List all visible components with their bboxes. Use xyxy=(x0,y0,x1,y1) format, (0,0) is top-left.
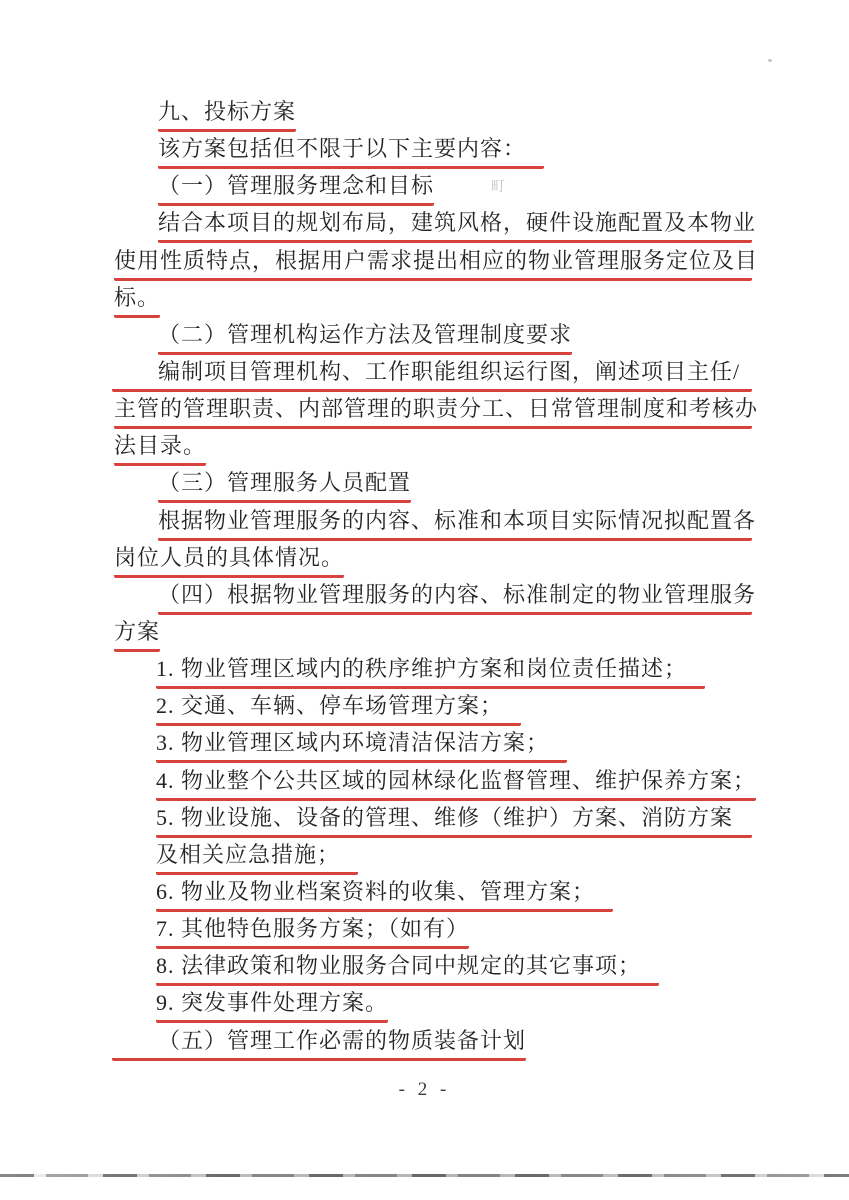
line-text: 2. 交通、车辆、停车场管理方案； xyxy=(156,691,521,726)
line-text: 9. 突发事件处理方案。 xyxy=(156,988,388,1023)
text-line xyxy=(0,97,849,134)
scan-smudge-mark: 町 xyxy=(491,180,505,195)
line-text: 该方案包括但不限于以下主要内容： xyxy=(158,134,544,169)
text-line xyxy=(0,803,849,840)
line-text: 8. 法律政策和物业服务合同中规定的其它事项； xyxy=(156,951,659,986)
text-line xyxy=(0,468,849,505)
text-line xyxy=(0,431,849,468)
line-text: （三）管理服务人员配置 xyxy=(158,468,411,503)
text-line xyxy=(0,394,849,431)
text-line xyxy=(0,951,849,988)
text-line xyxy=(0,320,849,357)
line-text: 主管的管理职责、内部管理的职责分工、日常管理制度和考核办 xyxy=(114,394,752,429)
text-line xyxy=(0,766,849,803)
text-line xyxy=(0,1026,849,1063)
text-line xyxy=(0,914,849,951)
scan-edge-artifact xyxy=(0,1174,849,1177)
line-text: （四）根据物业管理服务的内容、标准制定的物业管理服务 xyxy=(158,580,752,615)
line-text: 4. 物业整个公共区域的园林绿化监督管理、维护保养方案； xyxy=(156,766,756,801)
line-text: 方案 xyxy=(114,617,160,652)
line-text: 1. 物业管理区域内的秩序维护方案和岗位责任描述； xyxy=(156,654,705,689)
line-text: （一）管理服务理念和目标 xyxy=(158,171,434,206)
text-line xyxy=(0,840,849,877)
scan-speckle xyxy=(768,59,772,62)
text-line xyxy=(0,580,849,617)
line-text: 6. 物业及物业档案资料的收集、管理方案； xyxy=(156,877,613,912)
text-line xyxy=(0,691,849,728)
text-line xyxy=(0,171,849,208)
text-line xyxy=(0,134,849,171)
line-text: 3. 物业管理区域内环境清洁保洁方案； xyxy=(156,728,567,763)
text-line xyxy=(0,988,849,1025)
line-text: 7. 其他特色服务方案；（如有） xyxy=(156,914,469,949)
line-text: 使用性质特点，根据用户需求提出相应的物业管理服务定位及目 xyxy=(114,246,752,281)
text-line xyxy=(0,208,849,245)
line-text: 岗位人员的具体情况。 xyxy=(114,543,344,578)
text-line xyxy=(0,357,849,394)
line-text: 编制项目管理机构、工作职能组织运行图，阐述项目主任/ xyxy=(112,357,752,392)
text-line xyxy=(0,246,849,283)
line-text: 及相关应急措施； xyxy=(156,840,358,875)
text-line xyxy=(0,877,849,914)
line-text: 九、投标方案 xyxy=(158,97,296,132)
document-body xyxy=(0,97,849,1063)
line-text: 法目录。 xyxy=(114,431,206,466)
text-line xyxy=(0,654,849,691)
line-text: （五）管理工作必需的物质装备计划 xyxy=(112,1026,526,1061)
text-line xyxy=(0,506,849,543)
line-text: 结合本项目的规划布局，建筑风格，硬件设施配置及本物业 xyxy=(158,208,752,243)
line-text: 根据物业管理服务的内容、标准和本项目实际情况拟配置各 xyxy=(158,506,752,541)
text-line xyxy=(0,728,849,765)
text-line xyxy=(0,543,849,580)
line-text: （二）管理机构运作方法及管理制度要求 xyxy=(158,320,572,355)
text-line xyxy=(0,283,849,320)
page-number: - 2 - xyxy=(398,1079,451,1100)
line-text: 5. 物业设施、设备的管理、维修（维护）方案、消防方案 xyxy=(156,803,752,838)
line-text: 标。 xyxy=(114,283,160,318)
text-line xyxy=(0,617,849,654)
